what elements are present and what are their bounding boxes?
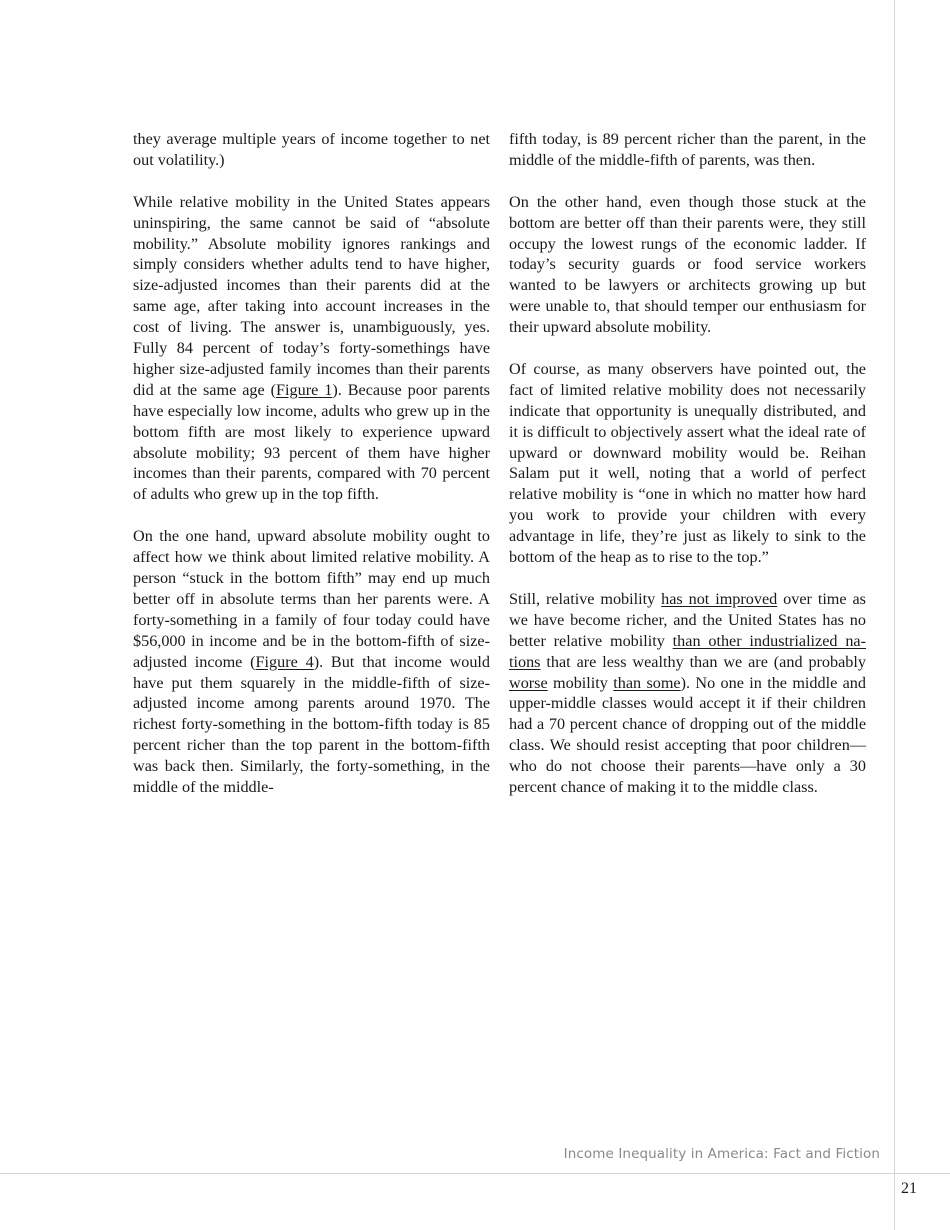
- paragraph: [509, 129, 866, 171]
- paragraph: [133, 192, 490, 506]
- paragraph: [509, 359, 866, 568]
- vertical-margin-rule: [894, 0, 895, 1230]
- right-column: [509, 129, 866, 819]
- figure-4-link[interactable]: Figure 4: [255, 652, 314, 671]
- paragraph-text: ). No one in the middle and upper-middle classes would accept it if their children had a 70 percent chance of dropping out of the middle class. We should resist accepting that poor children—who do not choose their parents—have only a 30 percent chance of making it to the middle class.: [509, 673, 866, 797]
- paragraph: [509, 192, 866, 338]
- paragraph-text: While relative mobility in the United States appears uninspiring, the same cannot be said of “absolute mobility.” Absolute mobility ignores rankings and simply considers whether adults tend to have higher, size-adjusted incomes than their parents did at the same age, after taking into account increases in the cost of living. The answer is, unambiguously, yes. Fully 84 percent of today’s forty-somethings have higher size-adjusted family incomes than their parents did at the same age (: [133, 192, 490, 399]
- paragraph-text: Of course, as many observers have pointed out, the fact of limited relative mobility does not necessarily indicate that opportunity is unequally distributed, and it is difficult to objectively assert what the ideal rate of upward or downward mobility would be. Reihan Salam put it well, noting that a world of perfect relative mobility is “one in which no matter how hard you work to provide your children with every advantage in life, they’re just as likely to sink to the bottom of the heap as to rise to the top.”: [509, 359, 866, 567]
- paragraph: [509, 589, 866, 798]
- has-not-improved-link[interactable]: has not improved: [661, 589, 778, 608]
- footer-rule: [0, 1173, 950, 1174]
- left-column: [133, 129, 490, 819]
- paragraph-text: they average multiple years of income together to net out volatility.): [133, 130, 490, 169]
- paragraph-text: over time as we have become richer, and the United States has no better relative mobility: [509, 589, 866, 650]
- paragraph: [133, 526, 490, 798]
- paragraph-text: On the other hand, even though those stuck at the bottom are better off than their parents were, they still occupy the lowest rungs of the economic ladder. If today’s security guards or food service workers wanted to be lawyers or architects growing up but were unable to, that should temper our enthusiasm for their upward absolute mobility.: [509, 192, 866, 337]
- figure-1-link[interactable]: Figure 1: [276, 380, 333, 399]
- paragraph-text: that are less wealthy than we are (and probably: [540, 652, 866, 671]
- paragraph-text: fifth today, is 89 percent richer than the parent, in the middle of the middle-fifth of parents, was then.: [509, 130, 866, 169]
- paragraph-text: ). Because poor parents have especially low income, adults who grew up in the bottom fifth are most likely to experience upward absolute mobility; 93 percent of them have higher incomes than their parents, compared with 70 percent of adults who grew up in the top fifth.: [133, 380, 490, 504]
- industrialized-nations-link[interactable]: than other industrialized nations: [509, 631, 866, 671]
- running-footer-title: Income Inequality in America: Fact and Fiction: [563, 1146, 880, 1162]
- worse-link[interactable]: worse: [509, 673, 548, 692]
- than-some-link[interactable]: than some: [613, 673, 681, 692]
- paragraph: [133, 129, 490, 171]
- paragraph-text: Still, relative mobility: [509, 589, 662, 608]
- paragraph-text: On the one hand, upward absolute mobility ought to affect how we think about limited relative mobility. A person “stuck in the bottom fifth” may end up much better off in absolute terms than her parents were. A forty-something in a family of four today could have $56,000 in income and be in the bottom-fifth of size-adjusted income (: [133, 527, 490, 671]
- paragraph-text: ). But that income would have put them squarely in the middle-fifth of size-adjusted income among parents around 1970. The richest forty-something in the bottom-fifth today is 85 percent richer than the top parent in the bottom-fifth was back then. Similarly, the forty-something, in the middle of the middle-: [133, 652, 491, 797]
- paragraph-text: mobility: [547, 673, 614, 692]
- page-number: 21: [901, 1180, 917, 1197]
